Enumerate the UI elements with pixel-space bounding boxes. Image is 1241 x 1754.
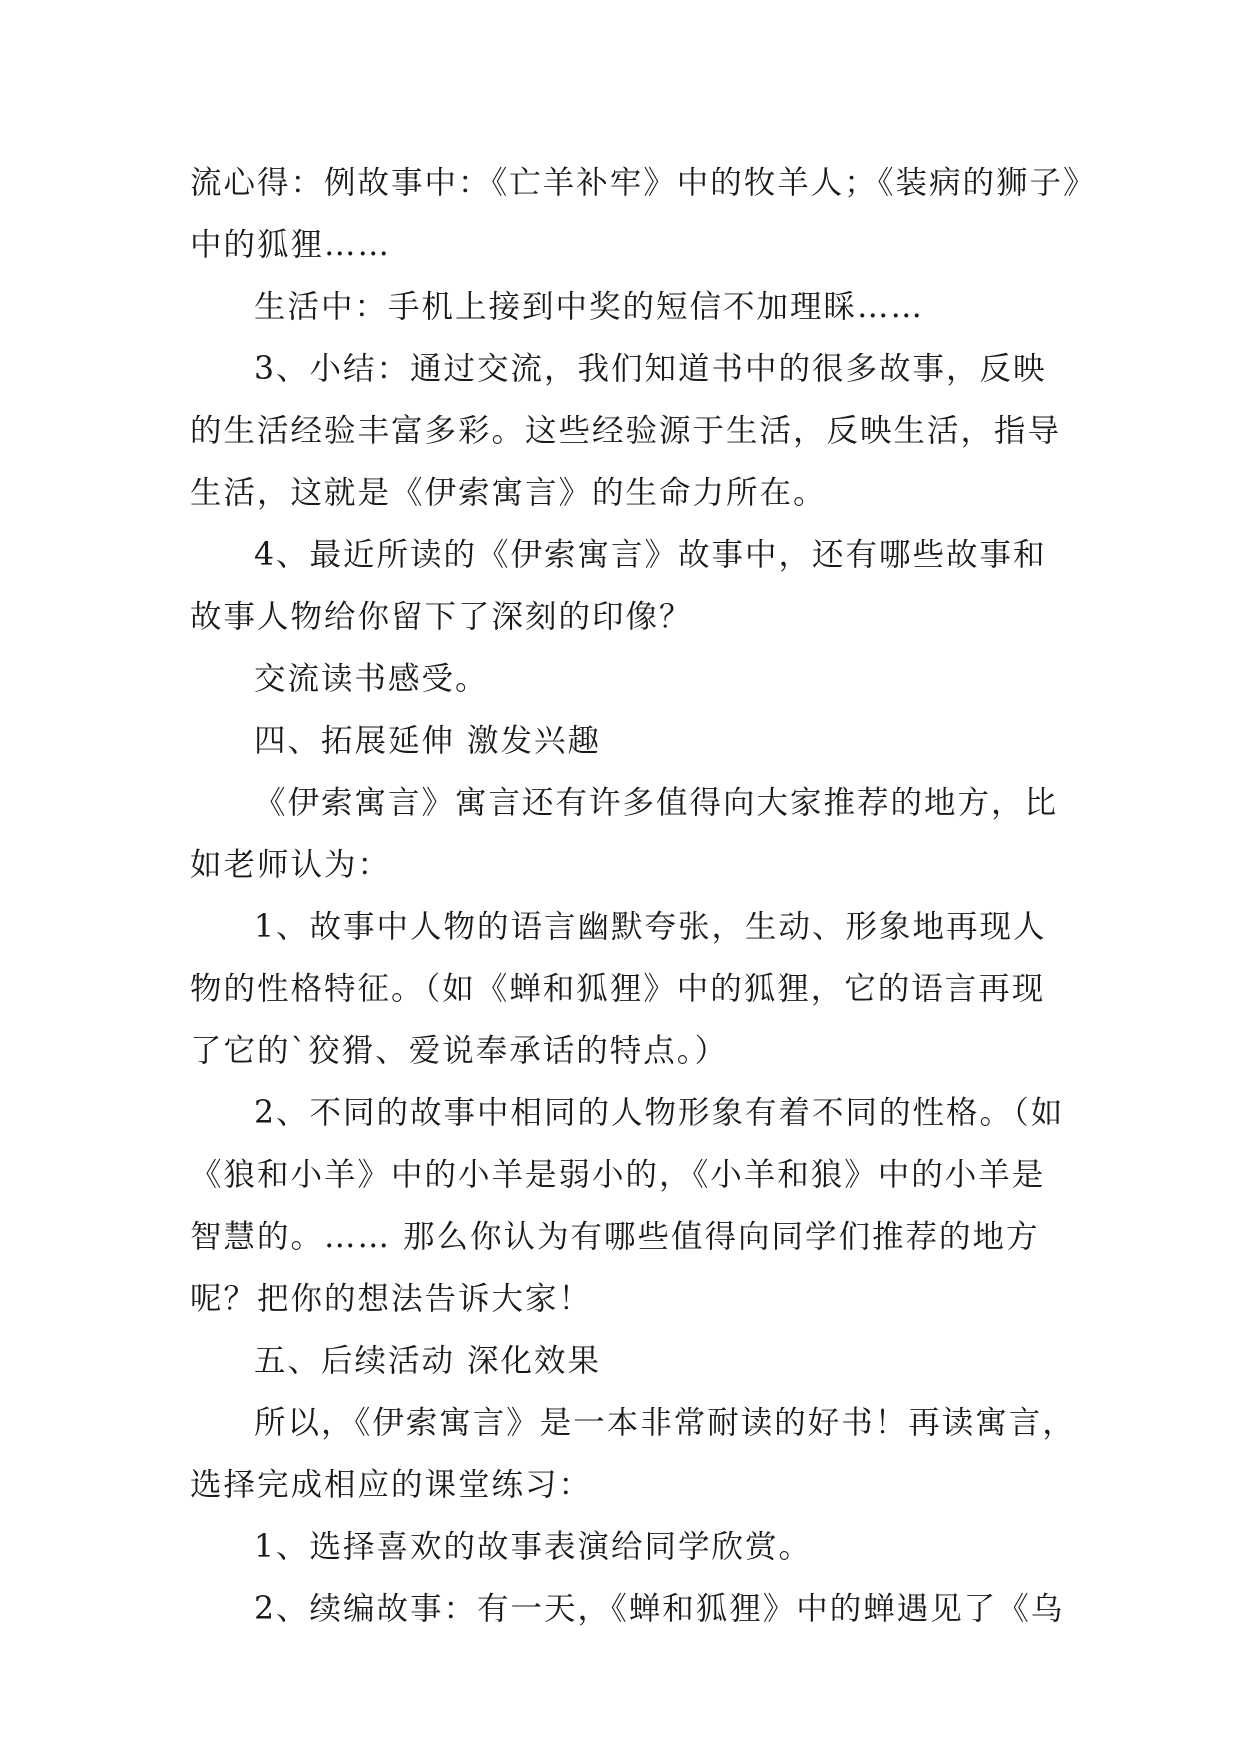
- text-line: 2、续编故事：有一天，《蝉和狐狸》中的蝉遇见了《乌: [254, 1591, 1065, 1627]
- text-line: 物的性格特征。（如《蝉和狐狸》中的狐狸，它的语言再现: [190, 971, 1046, 1007]
- text-line: 1、选择喜欢的故事表演给同学欣赏。: [254, 1529, 813, 1565]
- text-line: 4、最近所读的《伊索寓言》故事中，还有哪些故事和: [254, 537, 1047, 573]
- text-line: 2、不同的故事中相同的人物形象有着不同的性格。（如: [254, 1095, 1065, 1131]
- text-line: 的生活经验丰富多彩。这些经验源于生活，反映生活，指导: [190, 413, 1062, 449]
- text-line: 如老师认为：: [190, 847, 392, 883]
- text-line: 《狼和小羊》中的小羊是弱小的，《小羊和狼》中的小羊是: [190, 1157, 1046, 1193]
- text-line: 了它的`狡猾、爱说奉承话的特点。）: [190, 1033, 729, 1069]
- text-line: 智慧的。…… 那么你认为有哪些值得向同学们推荐的地方: [190, 1219, 1040, 1255]
- section-heading: 四、拓展延伸 激发兴趣: [254, 723, 602, 759]
- text-line: 中的狐狸……: [190, 227, 392, 263]
- document-body: [190, 152, 1097, 1640]
- text-line: 所以，《伊索寓言》是一本非常耐读的好书！再读寓言，: [254, 1405, 1076, 1441]
- text-line: 故事人物给你留下了深刻的印像？: [190, 599, 693, 635]
- text-line: 生活中：手机上接到中奖的短信不加理睬……: [254, 289, 925, 325]
- section-heading: 五、后续活动 深化效果: [254, 1343, 602, 1379]
- text-line: 交流读书感受。: [254, 661, 489, 697]
- text-line: 《伊索寓言》寓言还有许多值得向大家推荐的地方，比: [254, 785, 1059, 821]
- text-line: 流心得：例故事中：《亡羊补牢》中的牧羊人；《装病的狮子》: [190, 165, 1097, 201]
- text-line: 3、小结：通过交流，我们知道书中的很多故事，反映: [254, 351, 1047, 387]
- text-line: 选择完成相应的课堂练习：: [190, 1467, 593, 1503]
- text-line: 呢？把你的想法告诉大家！: [190, 1281, 593, 1317]
- text-line: 生活，这就是《伊索寓言》的生命力所在。: [190, 475, 827, 511]
- text-line: 1、故事中人物的语言幽默夸张，生动、形象地再现人: [254, 909, 1047, 945]
